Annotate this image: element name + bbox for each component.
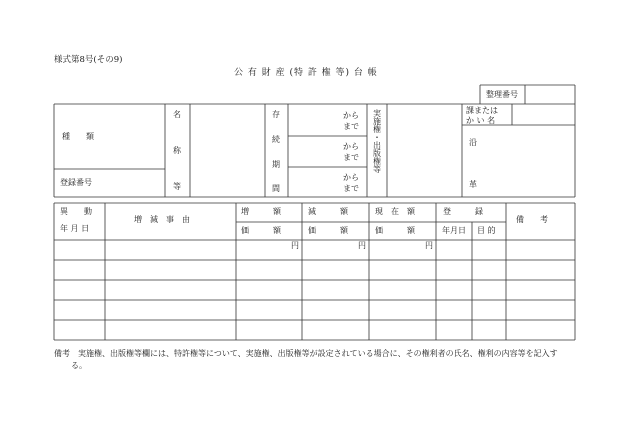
reg-purpose-label: 目 的 xyxy=(477,226,496,235)
registration-number-label: 登録番号 xyxy=(60,178,92,187)
term-from-1: から xyxy=(343,111,359,120)
decrease-yen-unit: 円 xyxy=(358,241,366,250)
term-until-3: まで xyxy=(343,184,359,193)
reg-date-label: 年月日 xyxy=(442,226,466,235)
registration-label: 登 録 xyxy=(443,207,483,216)
impl-char-3: 権 xyxy=(373,125,381,134)
increase-yen-unit: 円 xyxy=(291,241,299,250)
change-label: 異 動 xyxy=(60,207,92,216)
current-price-label: 価 額 xyxy=(375,226,415,235)
term-char-3: 期 xyxy=(272,160,280,169)
name-char-2: 称 xyxy=(173,146,181,155)
remarks-note-line2: る。 xyxy=(71,361,87,370)
serial-number-label: 整理番号 xyxy=(486,90,518,99)
impl-rights-vertical xyxy=(372,110,382,174)
document-title: 公 有 財 産 (特 許 権 等) 台 帳 xyxy=(234,68,378,78)
reason-label: 増 減 事 由 xyxy=(134,215,190,224)
term-char-1: 存 xyxy=(272,110,280,119)
section-label-line2: か い 名 xyxy=(466,116,496,125)
name-char-3: 等 xyxy=(173,182,181,191)
term-char-2: 続 xyxy=(272,135,280,144)
impl-char-2: 施 xyxy=(373,117,381,126)
section-label-line1: 課または xyxy=(466,106,498,115)
increase-label: 増 額 xyxy=(241,207,281,216)
name-char-1: 名 xyxy=(173,110,181,119)
impl-char-7: 権 xyxy=(373,157,381,166)
type-label: 種 類 xyxy=(62,132,94,141)
term-from-3: から xyxy=(343,173,359,182)
impl-char-8: 等 xyxy=(373,165,381,174)
term-until-1: まで xyxy=(343,122,359,131)
term-until-2: まで xyxy=(343,153,359,162)
decrease-price-label: 価 額 xyxy=(308,226,348,235)
remarks-note-line1: 備考 実施権、出版権等欄には、特許権等について、実施権、出版権等が設定されている場合に、その権利者の氏名、権利の内容等を記入す xyxy=(54,349,558,358)
impl-char-4: ・ xyxy=(373,133,381,142)
history-char-2: 革 xyxy=(469,180,477,189)
current-yen-unit: 円 xyxy=(425,241,433,250)
history-char-1: 沿 xyxy=(469,138,477,147)
term-char-4: 間 xyxy=(272,184,280,193)
increase-price-label: 価 額 xyxy=(241,226,281,235)
change-date-label: 年 月 日 xyxy=(60,224,90,233)
decrease-label: 減 額 xyxy=(308,207,348,216)
current-label: 現 在 額 xyxy=(375,207,415,216)
remarks-label: 備 考 xyxy=(516,215,548,224)
form-number: 様式第8号(その9) xyxy=(54,55,123,65)
term-from-2: から xyxy=(343,142,359,151)
impl-char-1: 実 xyxy=(373,109,381,118)
impl-char-5: 出 xyxy=(373,141,381,150)
impl-char-6: 版 xyxy=(373,149,381,158)
